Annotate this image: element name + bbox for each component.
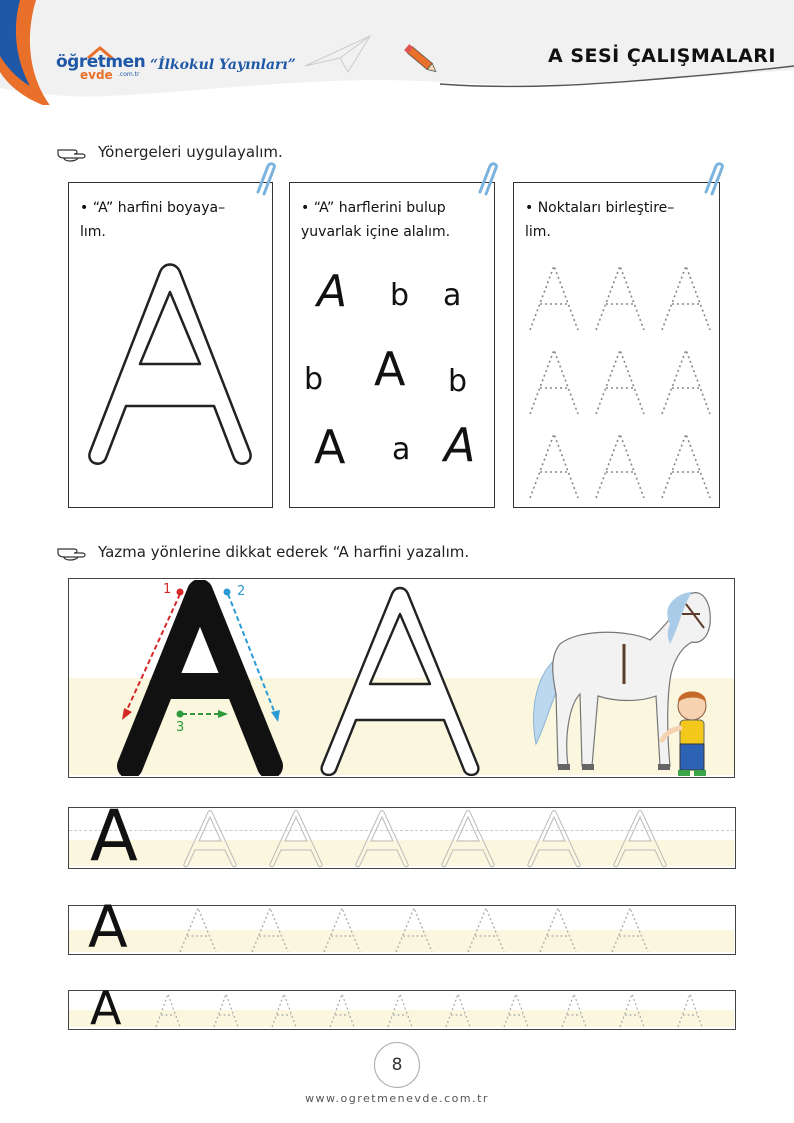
dotted-a-grid [520, 258, 715, 503]
logo-text-top: öğretmen [56, 52, 146, 72]
letter-item: A [314, 420, 346, 474]
stroke-label-1: 1 [163, 582, 172, 597]
letter-item: a [392, 432, 411, 467]
paper-plane-icon [300, 28, 380, 78]
stroke-label-3: 3 [176, 720, 185, 735]
page-number: 8 [374, 1042, 420, 1088]
writing-direction-diagram [100, 580, 500, 776]
letter-item: a [443, 278, 462, 313]
pencil-icon [402, 40, 442, 80]
pointing-hand-icon [56, 543, 88, 563]
outline-letter-a [80, 258, 260, 468]
box3-text-line2: lim. [525, 224, 551, 240]
box2-text-line1: • “A” harflerini bulup [301, 200, 446, 216]
paper-clip-icon [252, 162, 276, 198]
letter-item: A [374, 342, 406, 396]
box2-text-line2: yuvarlak içine alalım. [301, 224, 451, 240]
letter-item: b [448, 364, 468, 399]
letter-item: A [317, 266, 348, 317]
trace-letters-row-3[interactable] [140, 992, 732, 1028]
trace-letters-row-1[interactable] [170, 808, 730, 868]
model-letter: A [88, 893, 128, 961]
model-letter: A [90, 795, 138, 877]
box1-text-line2: lım. [80, 224, 106, 240]
publisher-name: “İlkokul Yayınları” [150, 57, 296, 73]
page-title: A SESİ ÇALIŞMALARI [548, 45, 776, 67]
logo-text-bottom: evde [80, 68, 113, 82]
box3-text-line1: • Noktaları birleştire– [525, 200, 675, 216]
letter-item: b [304, 362, 324, 397]
trace-letters-row-2[interactable] [150, 906, 730, 954]
pointing-hand-icon [56, 144, 88, 164]
horse-and-boy-illustration [520, 584, 720, 784]
letter-item: b [390, 278, 410, 313]
footer-url: www.ogretmenevde.com.tr [305, 1092, 489, 1105]
stroke-label-2: 2 [237, 584, 246, 599]
section1-instruction: Yönergeleri uygulayalım. [98, 143, 283, 161]
box1-text-line1: • “A” harfini boyaya– [80, 200, 226, 216]
letter-item: A [444, 418, 476, 472]
logo-domain: .com.tr [118, 71, 140, 78]
paper-clip-icon [474, 162, 498, 198]
model-letter: A [90, 981, 122, 1035]
paper-clip-icon [700, 162, 724, 198]
section2-instruction: Yazma yönlerine dikkat ederek “A harfini yazalım. [98, 543, 470, 561]
